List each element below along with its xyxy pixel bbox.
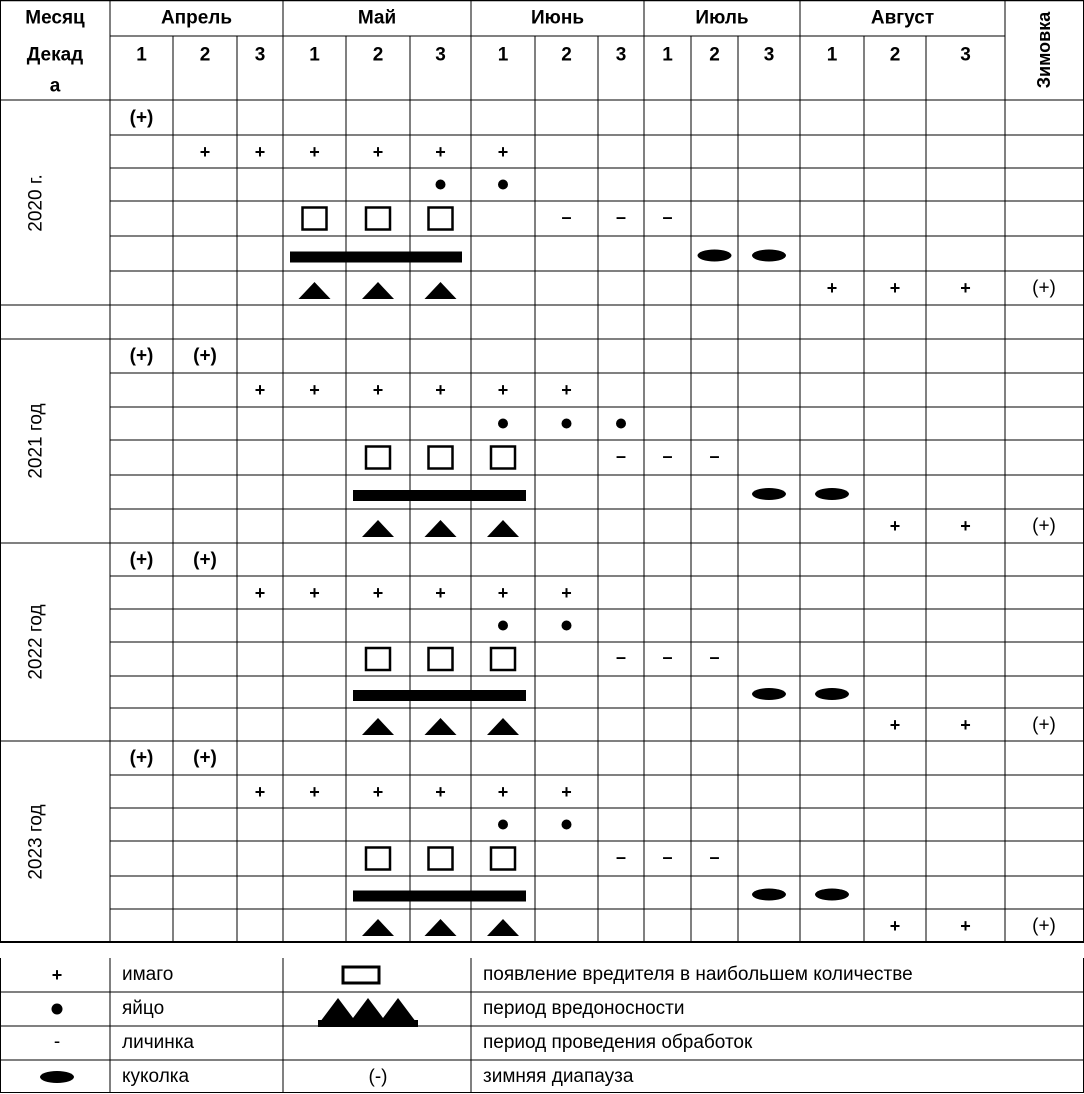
imago-mark: +: [254, 781, 266, 802]
imago-mark: +: [497, 582, 509, 603]
treatment-bar-mark: [353, 490, 526, 501]
legend-desc-treatment: период проведения обработок: [483, 1032, 753, 1053]
decade-number-11: 2: [709, 44, 720, 66]
month-header-label: Месяц: [25, 7, 85, 29]
imago-mark: +: [435, 380, 446, 400]
decade-number-10: 1: [662, 44, 673, 66]
wintering-mark: (+): [1032, 714, 1056, 735]
larva-mark: –: [662, 647, 673, 667]
decade-number-2: 2: [199, 44, 211, 66]
decade-number-7: 1: [497, 44, 509, 66]
imago-mark: +: [889, 915, 901, 936]
imago-mark: +: [889, 278, 901, 298]
pupa-mark: [752, 688, 786, 700]
egg-mark: [498, 621, 508, 631]
egg-mark: [562, 820, 572, 830]
imago-mark: +: [561, 380, 572, 400]
legend-table: [0, 958, 1084, 1093]
month-header-1: Апрель: [160, 7, 233, 29]
imago-mark: +: [889, 714, 901, 735]
legend-imago-symbol: +: [51, 965, 63, 985]
treatment-bar-mark: [290, 252, 462, 263]
peak-square-mark: [491, 648, 515, 670]
legend-pupa-name: куколка: [122, 1066, 190, 1087]
egg-mark: [498, 820, 508, 830]
imago-mark: +: [497, 781, 509, 802]
imago-mark: +: [199, 141, 211, 162]
peak-square-mark: [429, 208, 453, 230]
pupa-mark: [815, 488, 849, 500]
legend-bar-symbol: [316, 1018, 420, 1030]
year-label: 2022 год: [25, 604, 47, 680]
larva-mark: –: [615, 846, 627, 867]
peak-square-mark: [429, 447, 453, 469]
peak-square-mark: [366, 848, 390, 870]
harm-triangle-mark: [425, 282, 457, 299]
harm-triangle-mark: [487, 520, 519, 537]
harm-triangle-mark: [362, 718, 394, 735]
decade-header-label-line1: Декад: [26, 44, 84, 66]
pupa-mark: [752, 488, 786, 500]
imago-mark: +: [372, 380, 384, 400]
harm-triangle-mark: [425, 520, 457, 537]
imago-mark: +: [309, 781, 320, 802]
peak-square-mark: [366, 648, 390, 670]
larva-mark: –: [709, 846, 720, 867]
harm-triangle-mark: [425, 718, 457, 735]
legend-egg-symbol: [50, 1002, 64, 1016]
decade-number-6: 3: [435, 44, 446, 66]
egg-mark: [498, 419, 508, 429]
month-header-4: Июль: [695, 7, 749, 29]
year-label: 2023 год: [25, 803, 47, 880]
imago-mark: +: [372, 141, 384, 162]
peak-square-mark: [491, 447, 515, 469]
imago-mark: +: [497, 380, 509, 400]
legend-desc-diapause: зимняя диапауза: [483, 1066, 634, 1087]
imago-mark: +: [561, 582, 572, 603]
peak-square-mark: [429, 648, 453, 670]
decade-number-3: 3: [254, 44, 266, 66]
legend-row-egg: [0, 992, 1084, 1026]
decade-number-5: 2: [372, 44, 384, 66]
pupa-mark: [752, 889, 786, 901]
legend-square-symbol: [340, 964, 384, 986]
imago-paren-mark: (+): [129, 345, 154, 367]
imago-mark: +: [889, 516, 901, 536]
imago-mark: +: [254, 582, 266, 603]
imago-mark: +: [372, 781, 384, 802]
imago-mark: +: [309, 141, 320, 162]
egg-mark: [616, 419, 626, 429]
harm-triangle-mark: [487, 718, 519, 735]
harm-triangle-mark: [425, 919, 457, 936]
egg-mark: [498, 180, 508, 190]
imago-paren-mark: (+): [193, 747, 217, 769]
pupa-mark: [698, 250, 732, 262]
decade-number-1: 1: [136, 44, 147, 66]
decade-number-15: 3: [960, 44, 971, 66]
imago-mark: +: [309, 582, 320, 603]
legend-egg-name: яйцо: [122, 998, 165, 1019]
year-label: 2020 г.: [25, 173, 47, 232]
decade-number-9: 3: [615, 44, 627, 66]
treatment-bar-mark: [353, 690, 526, 701]
legend-desc-harm: период вредоносности: [483, 998, 685, 1019]
decade-number-14: 2: [889, 44, 901, 66]
pupa-mark: [752, 250, 786, 262]
legend-row-imago: [0, 958, 1084, 992]
decade-number-12: 3: [763, 44, 775, 66]
imago-mark: +: [960, 278, 971, 298]
larva-mark: –: [709, 445, 720, 466]
imago-mark: +: [561, 781, 572, 802]
decade-header-label-line2: а: [49, 75, 61, 97]
egg-mark: [562, 419, 572, 429]
legend-larva-symbol: -: [53, 1031, 61, 1053]
imago-mark: +: [254, 141, 266, 162]
imago-mark: +: [309, 380, 320, 400]
wintering-mark: (+): [1032, 915, 1056, 936]
peak-square-mark: [366, 447, 390, 469]
imago-mark: +: [960, 915, 971, 936]
peak-square-mark: [303, 208, 327, 230]
imago-paren-mark: (+): [129, 549, 154, 570]
harm-triangle-mark: [487, 919, 519, 936]
larva-mark: –: [662, 445, 673, 466]
larva-mark: –: [561, 206, 572, 227]
legend-diapause-symbol: (-): [368, 1066, 388, 1088]
wintering-mark: (+): [1032, 277, 1056, 299]
imago-paren-mark: (+): [129, 107, 154, 128]
harm-triangle-mark: [362, 919, 394, 936]
harm-triangle-mark: [362, 520, 394, 537]
legend-larva-name: личинка: [122, 1032, 195, 1053]
egg-mark: [562, 621, 572, 631]
harm-triangle-mark: [299, 282, 331, 299]
imago-paren-mark: (+): [129, 747, 154, 769]
imago-mark: +: [435, 141, 446, 162]
imago-mark: +: [435, 781, 446, 802]
imago-mark: +: [435, 582, 446, 603]
imago-paren-mark: (+): [193, 549, 217, 570]
larva-mark: –: [709, 647, 720, 667]
month-header-3: Июнь: [530, 7, 585, 29]
larva-mark: –: [662, 846, 673, 867]
decade-number-8: 2: [561, 44, 572, 66]
wintering-mark: (+): [1032, 515, 1056, 537]
treatment-bar-mark: [353, 891, 526, 902]
pupa-mark: [815, 889, 849, 901]
legend-desc-peak: появление вредителя в наибольшем количестве: [483, 964, 913, 985]
larva-mark: –: [662, 206, 673, 227]
imago-paren-mark: (+): [193, 345, 217, 367]
legend-row-pupa: [0, 1060, 1084, 1094]
imago-mark: +: [497, 141, 509, 162]
imago-mark: +: [372, 582, 384, 603]
larva-mark: –: [615, 206, 627, 227]
decade-number-4: 1: [309, 44, 320, 66]
peak-square-mark: [429, 848, 453, 870]
imago-mark: +: [960, 516, 971, 536]
imago-mark: +: [254, 380, 266, 400]
peak-square-mark: [366, 208, 390, 230]
harm-triangle-mark: [362, 282, 394, 299]
larva-mark: –: [615, 647, 627, 667]
decade-number-13: 1: [826, 44, 838, 66]
month-header-5: Август: [870, 7, 935, 29]
egg-mark: [436, 180, 446, 190]
year-label: 2021 год: [25, 403, 47, 479]
imago-mark: +: [826, 278, 838, 298]
pupa-mark: [815, 688, 849, 700]
month-header-2: Май: [357, 7, 397, 29]
wintering-header-label: Зимовка: [1034, 11, 1054, 89]
peak-square-mark: [491, 848, 515, 870]
legend-pupa-symbol: [37, 1069, 77, 1085]
larva-mark: –: [615, 445, 627, 466]
legend-imago-name: имаго: [122, 964, 174, 985]
legend-row-larva: [0, 1026, 1084, 1060]
imago-mark: +: [960, 714, 971, 735]
